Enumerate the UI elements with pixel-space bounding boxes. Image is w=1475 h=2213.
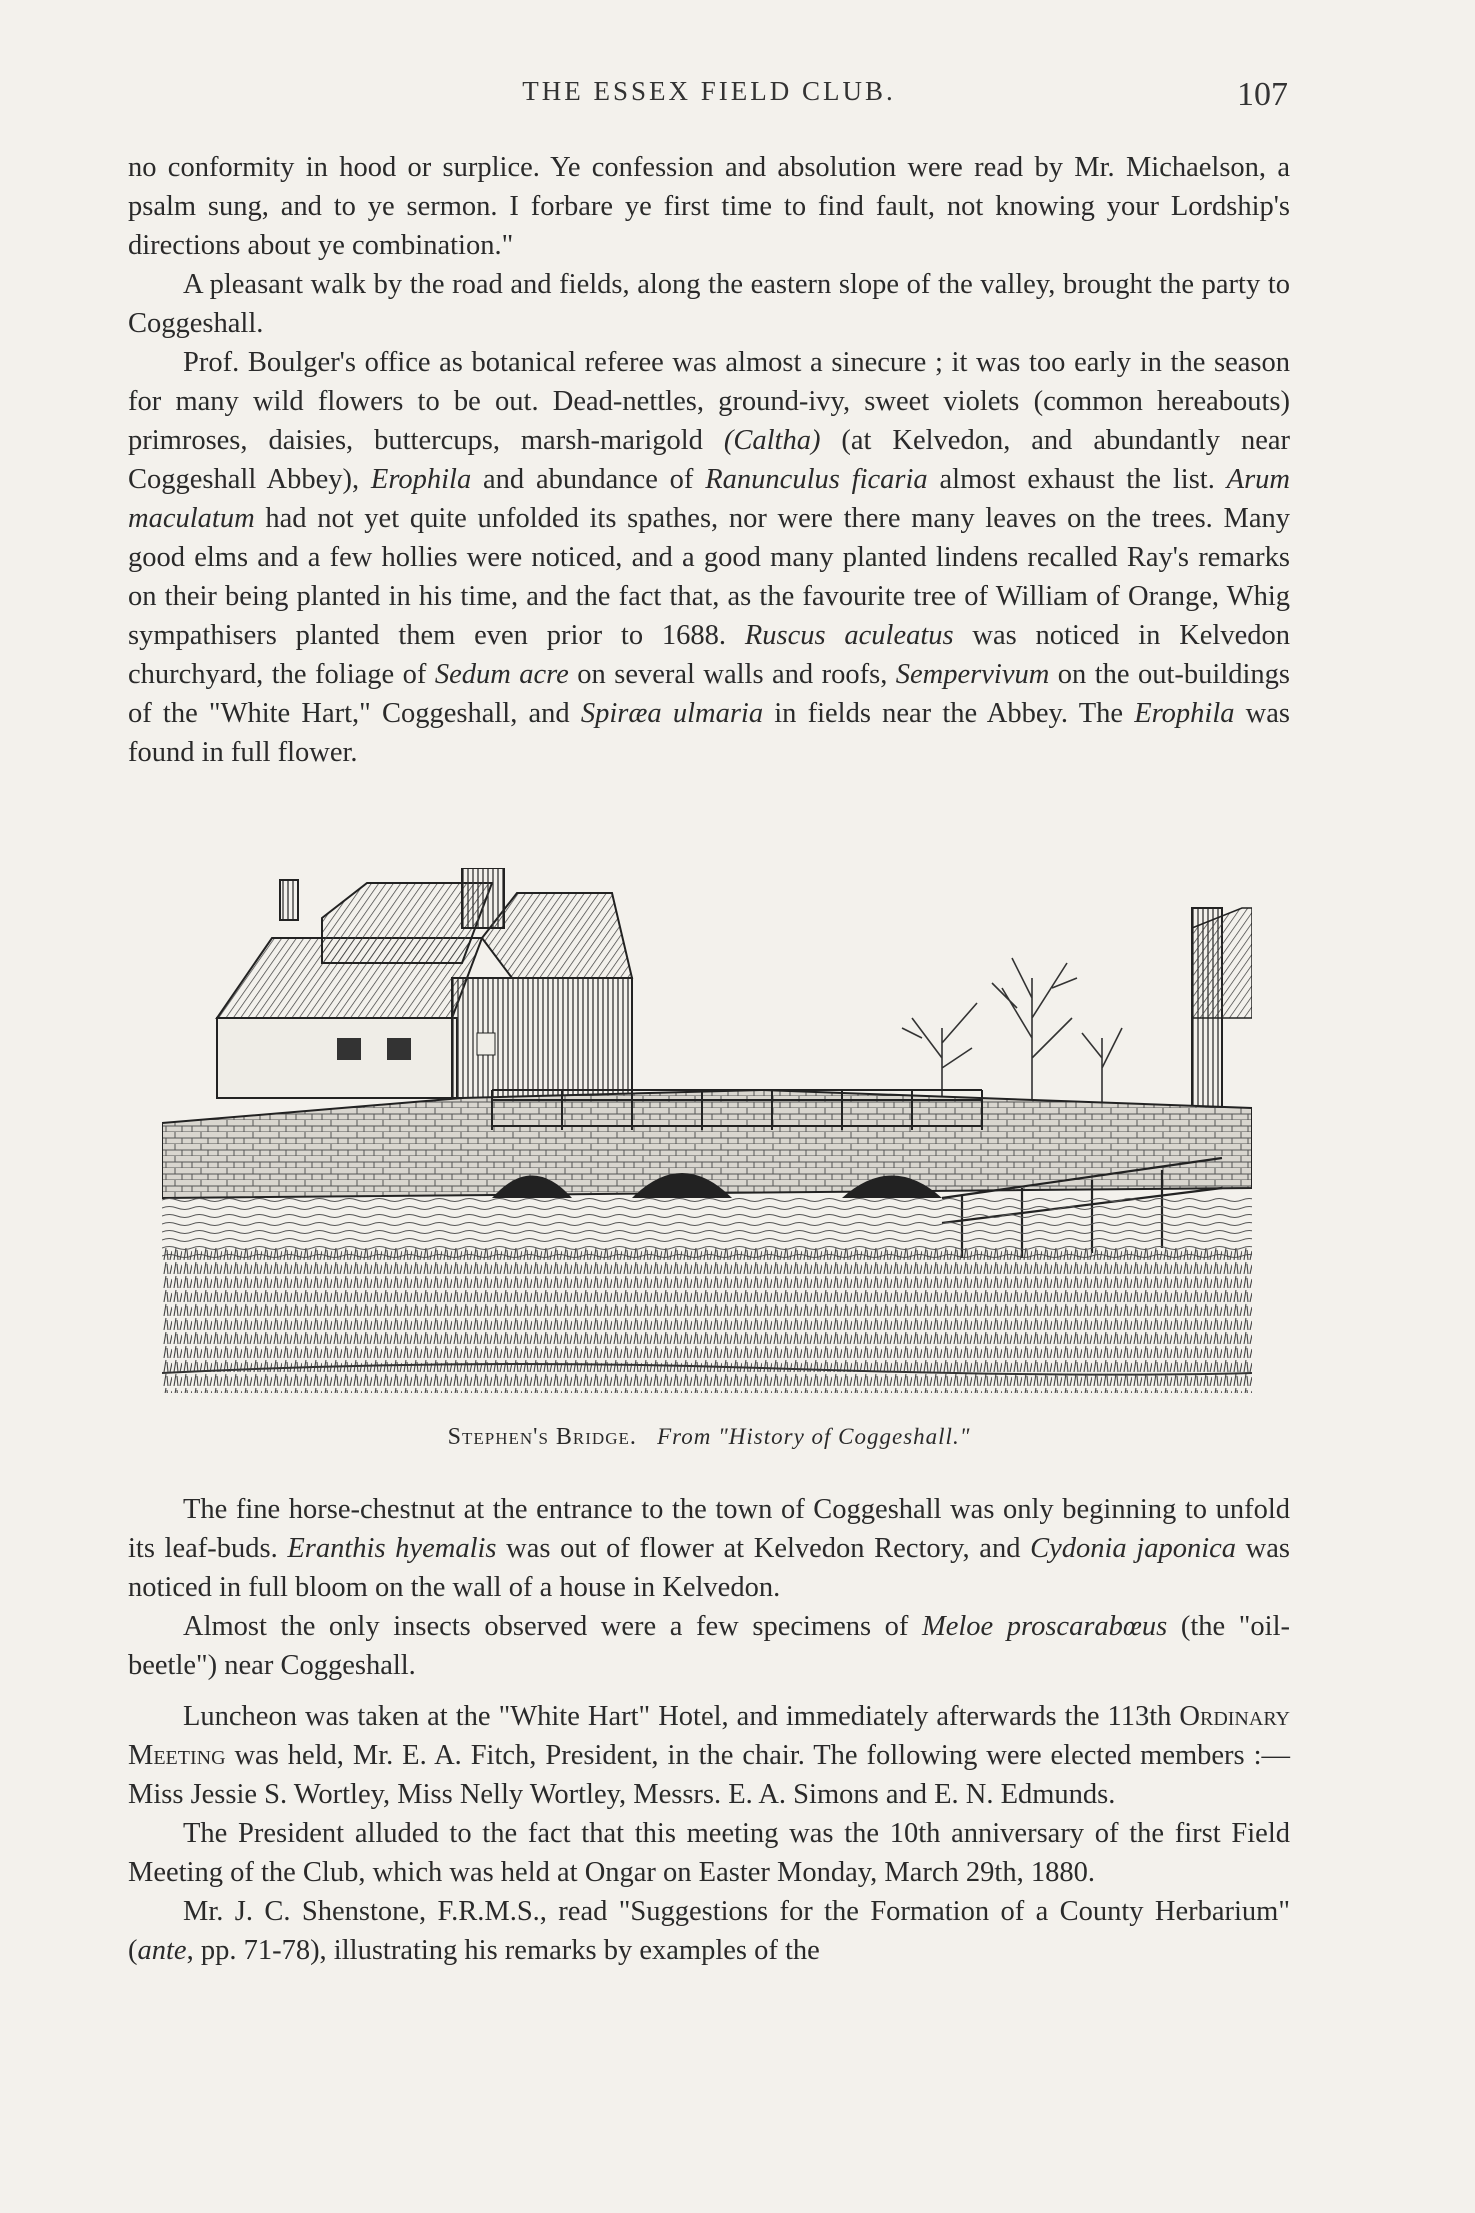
meeting-name: Ordinary Meeting	[128, 1701, 1290, 1771]
species-name: Erophila	[1134, 698, 1235, 729]
paragraph	[128, 1697, 1290, 1814]
latin-term: ante	[137, 1935, 187, 1966]
species-name: Erophila	[370, 464, 472, 495]
text-run: almost exhaust the list.	[927, 464, 1227, 495]
window	[337, 1038, 361, 1060]
text-column-top	[128, 148, 1290, 772]
text-run: Prof. Boulger's office as botanical referee was almost a sinecure ; it was too early in the season for many wild flowers to be out. Dead-nettles, ground-ivy, sweet violets (common hereabouts) primroses, daisies, buttercups, marsh-marigold	[128, 347, 1290, 456]
text-run: on several walls and roofs,	[568, 659, 896, 690]
species-name: (Caltha)	[723, 425, 821, 456]
text-run: was found in full flower.	[128, 698, 1290, 768]
species-name: Arum maculatum	[128, 464, 1290, 534]
running-title: THE ESSEX FIELD CLUB.	[522, 76, 896, 106]
species-name: Cydonia japonica	[1030, 1533, 1237, 1564]
text-run: had not yet quite unfolded its spathes, nor were there many leaves on the trees. Many good elms and a few hollies were noticed, and a good many planted lindens recalled Ray's remarks on their being planted in his time, and the fact that, as the favourite tree of William of Orange, Whig sympathisers planted them even prior to 1688.	[128, 503, 1290, 651]
text-run: on the out-buildings of the "White Hart," Coggeshall, and	[128, 659, 1290, 729]
text-run: Mr. J. C. Shenstone, F.R.M.S., read "Suggestions for the Formation of a County Herbarium" (	[128, 1896, 1290, 1966]
paragraph	[128, 1607, 1290, 1685]
species-name: Sempervivum	[895, 659, 1050, 690]
species-name: Sedum acre	[434, 659, 569, 690]
page-number: 107	[1237, 76, 1288, 113]
paragraph: A pleasant walk by the road and fields, along the eastern slope of the valley, brought the party to Coggeshall.	[128, 269, 1290, 339]
chimney	[462, 868, 504, 928]
right-roof	[1192, 908, 1252, 1018]
bridge-illustration	[162, 868, 1252, 1393]
window	[387, 1038, 411, 1060]
figure-caption	[128, 1424, 1290, 1451]
species-name: Ranunculus ficaria	[705, 464, 928, 495]
text-run: was noticed in Kelvedon churchyard, the foliage of	[128, 620, 1291, 690]
page-header	[128, 76, 1290, 116]
paragraph	[128, 1490, 1290, 1607]
text-run: Luncheon was taken at the "White Hart" Hotel, and immediately afterwards the 113th	[183, 1701, 1180, 1732]
chimney-left	[280, 880, 298, 920]
species-name: Ruscus aculeatus	[744, 620, 954, 651]
caption-title: Stephen's Bridge.	[447, 1424, 637, 1450]
paragraph: The President alluded to the fact that this meeting was the 10th anniversary of the first Field Meeting of the Club, which was held at Ongar on Easter Monday, March 29th, 1880.	[128, 1818, 1290, 1888]
text-run: (at Kelvedon, and abundantly near Coggeshall Abbey),	[128, 425, 1290, 495]
text-run: in fields near the Abbey. The	[763, 698, 1135, 729]
caption-source: From "History of Coggeshall."	[657, 1424, 971, 1449]
window	[477, 1033, 495, 1055]
species-name: Spiræa ulmaria	[580, 698, 764, 729]
species-name: Eranthis hyemalis	[287, 1533, 497, 1564]
text-run: (the "oil-beetle") near Coggeshall.	[128, 1611, 1290, 1681]
paragraph-botany	[128, 343, 1290, 772]
text-run: and abundance of	[471, 464, 706, 495]
species-name: Meloe proscarabœus	[922, 1611, 1168, 1642]
text-column-bottom	[128, 1490, 1290, 1970]
text-run: The fine horse-chestnut at the entrance to the town of Coggeshall was only beginning to unfold its leaf-buds.	[128, 1494, 1290, 1564]
text-run: was held, Mr. E. A. Fitch, President, in the chair. The following were elected members :—Miss Jessie S. Wortley, Miss Nelly Wortley, Messrs. E. A. Simons and E. N. Edmunds.	[128, 1740, 1290, 1810]
text-run: Almost the only insects observed were a few specimens of	[183, 1611, 922, 1642]
text-run: was out of flower at Kelvedon Rectory, and	[496, 1533, 1031, 1564]
paragraph: no conformity in hood or surplice. Ye confession and absolution were read by Mr. Michaelson, a psalm sung, and to ye sermon. I forbare ye first time to find fault, not knowing your Lordship's directions about ye combination."	[128, 152, 1290, 261]
paragraph	[128, 1892, 1290, 1970]
text-run: was noticed in full bloom on the wall of a house in Kelvedon.	[128, 1533, 1290, 1603]
reeds	[162, 1248, 1252, 1393]
text-run: , pp. 71-78), illustrating his remarks by examples of the	[186, 1935, 820, 1966]
